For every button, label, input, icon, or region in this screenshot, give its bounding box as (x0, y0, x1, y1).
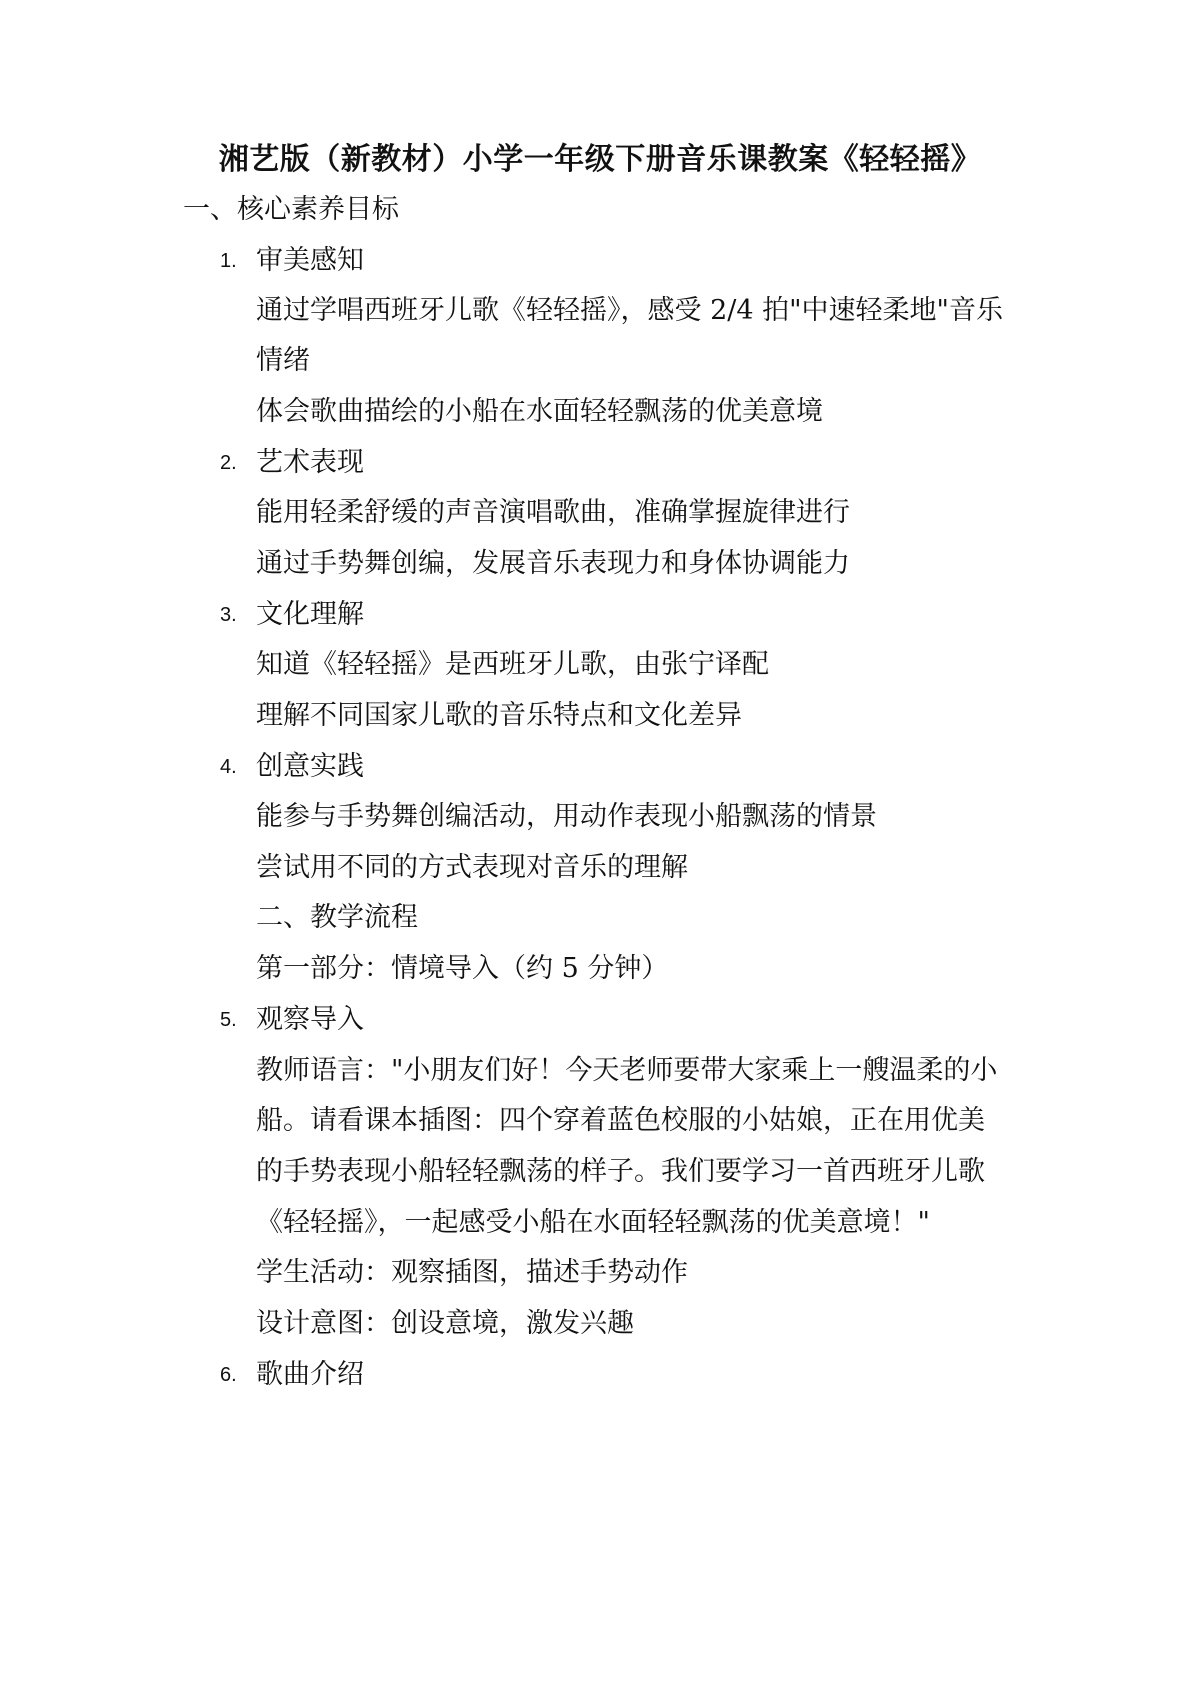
body-text: 理解不同国家儿歌的音乐特点和文化差异 (256, 700, 742, 731)
list-number: 5. (220, 1009, 237, 1031)
body-text: 情绪 (256, 345, 310, 376)
list-number: 3. (220, 604, 237, 626)
list-item-label: 审美感知 (256, 245, 364, 276)
body-text: 通过学唱西班牙儿歌《轻轻摇》，感受 2/4 拍"中速轻柔地"音乐 (256, 295, 1003, 326)
list-number: 4. (220, 756, 237, 778)
list-item-label: 歌曲介绍 (256, 1359, 364, 1390)
section-heading-process: 二、教学流程 (256, 902, 418, 933)
body-text: 《轻轻摇》，一起感受小船在水面轻轻飘荡的优美意境！" (256, 1207, 930, 1238)
body-text: 能用轻柔舒缓的声音演唱歌曲，准确掌握旋律进行 (256, 497, 850, 528)
section-heading-goals: 一、核心素养目标 (183, 194, 399, 225)
body-text: 学生活动：观察插图，描述手势动作 (256, 1257, 688, 1288)
list-number: 2. (220, 452, 237, 474)
list-item-label: 观察导入 (256, 1004, 364, 1035)
body-text: 体会歌曲描绘的小船在水面轻轻飘荡的优美意境 (256, 396, 823, 427)
list-item-label: 文化理解 (256, 599, 364, 630)
list-number: 6. (220, 1364, 237, 1386)
list-number: 1. (220, 250, 237, 272)
body-text: 设计意图：创设意境，激发兴趣 (256, 1308, 634, 1339)
body-text: 教师语言："小朋友们好！今天老师要带大家乘上一艘温柔的小 (256, 1055, 998, 1086)
part-heading: 第一部分：情境导入（约 5 分钟） (256, 953, 669, 984)
body-text: 知道《轻轻摇》是西班牙儿歌，由张宁译配 (256, 649, 769, 680)
body-text: 通过手势舞创编，发展音乐表现力和身体协调能力 (256, 548, 850, 579)
body-text: 尝试用不同的方式表现对音乐的理解 (256, 852, 688, 883)
body-text: 船。请看课本插图：四个穿着蓝色校服的小姑娘，正在用优美 (256, 1105, 985, 1136)
body-text: 的手势表现小船轻轻飘荡的样子。我们要学习一首西班牙儿歌 (256, 1156, 985, 1187)
list-item-label: 创意实践 (256, 751, 364, 782)
list-item-label: 艺术表现 (256, 447, 364, 478)
document-title: 湘艺版（新教材）小学一年级下册音乐课教案《轻轻摇》 (218, 142, 982, 177)
body-text: 能参与手势舞创编活动，用动作表现小船飘荡的情景 (256, 801, 877, 832)
